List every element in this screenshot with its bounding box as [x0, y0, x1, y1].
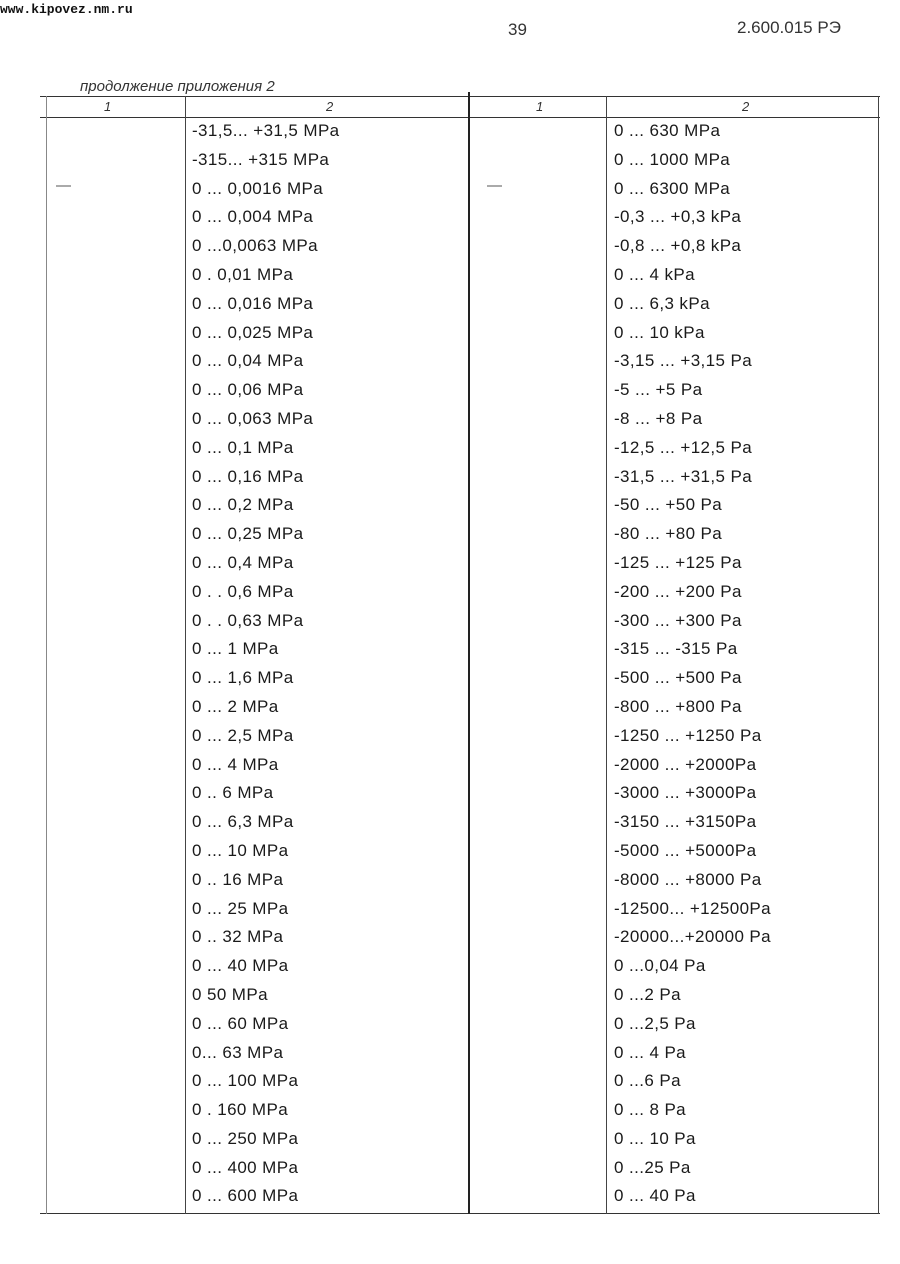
range-value: 0 ... 2,5 MPa — [192, 725, 294, 745]
range-value: 0 ...2,5 Pa — [614, 1013, 696, 1033]
range-value: 0 ... 8 Pa — [614, 1100, 687, 1120]
range-value: 0 ... 60 MPa — [192, 1013, 289, 1033]
left-range-list — [192, 117, 340, 1211]
range-value: 0 ... 0,004 MPa — [192, 207, 314, 227]
range-value: 0 ... 0,1 MPa — [192, 437, 294, 457]
table-caption: продолжение приложения 2 — [80, 78, 275, 95]
range-value: 0 ... 10 MPa — [192, 840, 289, 860]
table-top-rule — [40, 96, 880, 97]
range-value: -20000...+20000 Pa — [614, 927, 772, 947]
range-value: -2000 ... +2000Pa — [614, 754, 757, 774]
range-value: -12,5 ... +12,5 Pa — [614, 437, 753, 457]
right-outer-border — [878, 96, 879, 1214]
range-value: 0 ... 0,0016 MPa — [192, 178, 324, 198]
range-value: 0 ... 0,025 MPa — [192, 322, 314, 342]
range-value: 0 ... 6,3 MPa — [192, 812, 294, 832]
range-value: 0 ...0,0063 MPa — [192, 236, 319, 256]
range-value: -0,8 ... +0,8 kPa — [614, 236, 742, 256]
range-value: 0 . 160 MPa — [192, 1100, 289, 1120]
left-outer-border — [46, 96, 47, 1214]
range-value: -5000 ... +5000Pa — [614, 840, 757, 860]
range-value: 0 ... 4 Pa — [614, 1042, 687, 1062]
range-value: 0 ... 1,6 MPa — [192, 668, 294, 688]
range-value: 0 . . 0,63 MPa — [192, 610, 304, 630]
range-value: -3,15 ... +3,15 Pa — [614, 351, 753, 371]
range-value: -800 ... +800 Pa — [614, 696, 742, 716]
page-number: 39 — [508, 20, 527, 39]
range-value: -0,3 ... +0,3 kPa — [614, 207, 742, 227]
range-value: 0 ... 0,04 MPa — [192, 351, 304, 371]
right-column-divider — [606, 96, 607, 1214]
range-value: 0 ... 0,16 MPa — [192, 466, 304, 486]
range-value: 0 ... 0,4 MPa — [192, 552, 294, 572]
range-value: 0 ... 10 kPa — [614, 322, 705, 342]
range-value: 0 .. 16 MPa — [192, 869, 284, 889]
document-id: 2.600.015 РЭ — [737, 18, 841, 37]
range-value: 0 ... 0,25 MPa — [192, 524, 304, 544]
range-value: -80 ... +80 Pa — [614, 524, 723, 544]
range-value: -1250 ... +1250 Pa — [614, 725, 762, 745]
range-value: -5 ... +5 Pa — [614, 380, 703, 400]
range-value: 0 ... 10 Pa — [614, 1128, 696, 1148]
range-value: 0 ... 1 MPa — [192, 639, 279, 659]
header-col-1-right: 1 — [536, 99, 544, 114]
range-value: 0 .. 32 MPa — [192, 927, 284, 947]
range-value: -500 ... +500 Pa — [614, 668, 742, 688]
right-range-list — [614, 117, 771, 1211]
range-value: 0 50 MPa — [192, 984, 268, 1004]
range-value: 0 . 0,01 MPa — [192, 264, 294, 284]
range-value: 0 ... 40 Pa — [614, 1186, 696, 1206]
range-value: -125 ... +125 Pa — [614, 552, 742, 572]
range-value: -3150 ... +3150Pa — [614, 812, 757, 832]
range-value: 0 ... 40 MPa — [192, 956, 289, 976]
range-value: 0 ... 6,3 kPa — [614, 293, 710, 313]
range-value: 0 ... 0,063 MPa — [192, 408, 314, 428]
center-divider — [468, 92, 470, 1214]
range-value: 0 ... 0,016 MPa — [192, 293, 314, 313]
range-value: 0 ... 600 MPa — [192, 1186, 299, 1206]
range-value: -12500... +12500Pa — [614, 898, 772, 918]
range-value: -3000 ... +3000Pa — [614, 783, 757, 803]
header-col-2-right: 2 — [742, 99, 750, 114]
range-value: -50 ... +50 Pa — [614, 495, 723, 515]
range-value: -31,5 ... +31,5 Pa — [614, 466, 753, 486]
range-value: 0 ... 100 MPa — [192, 1071, 299, 1091]
range-value: 0 ... 6300 MPa — [614, 178, 731, 198]
range-value: -315... +315 MPa — [192, 149, 330, 169]
header-col-2-left: 2 — [326, 99, 334, 114]
range-value: 0 ...2 Pa — [614, 984, 681, 1004]
left-group-marker: — — [56, 177, 71, 194]
range-value: 0 ...6 Pa — [614, 1071, 681, 1091]
site-url: www.kipovez.nm.ru — [0, 2, 133, 17]
range-value: 0 ... 2 MPa — [192, 696, 279, 716]
range-value: 0 ... 25 MPa — [192, 898, 289, 918]
range-value: 0 ... 1000 MPa — [614, 149, 731, 169]
header-col-1-left: 1 — [104, 99, 112, 114]
range-value: -8000 ... +8000 Pa — [614, 869, 762, 889]
range-value: 0 ... 4 MPa — [192, 754, 279, 774]
range-value: -200 ... +200 Pa — [614, 581, 742, 601]
range-value: 0 ... 250 MPa — [192, 1128, 299, 1148]
range-value: -315 ... -315 Pa — [614, 639, 738, 659]
range-value: 0 . . 0,6 MPa — [192, 581, 294, 601]
range-value: 0 ... 0,2 MPa — [192, 495, 294, 515]
range-value: 0 ...25 Pa — [614, 1157, 691, 1177]
right-group-marker: — — [487, 177, 502, 194]
table-bottom-rule — [40, 1213, 880, 1214]
range-value: 0 .. 6 MPa — [192, 783, 274, 803]
left-column-divider — [185, 96, 186, 1214]
range-value: 0 ...0,04 Pa — [614, 956, 706, 976]
range-value: 0... 63 MPa — [192, 1042, 284, 1062]
range-value: -300 ... +300 Pa — [614, 610, 742, 630]
range-value: -31,5... +31,5 MPa — [192, 121, 340, 140]
range-value: 0 ... 4 kPa — [614, 264, 695, 284]
range-value: 0 ... 400 MPa — [192, 1157, 299, 1177]
range-value: 0 ... 630 MPa — [614, 121, 721, 140]
range-value: 0 ... 0,06 MPa — [192, 380, 304, 400]
range-value: -8 ... +8 Pa — [614, 408, 703, 428]
